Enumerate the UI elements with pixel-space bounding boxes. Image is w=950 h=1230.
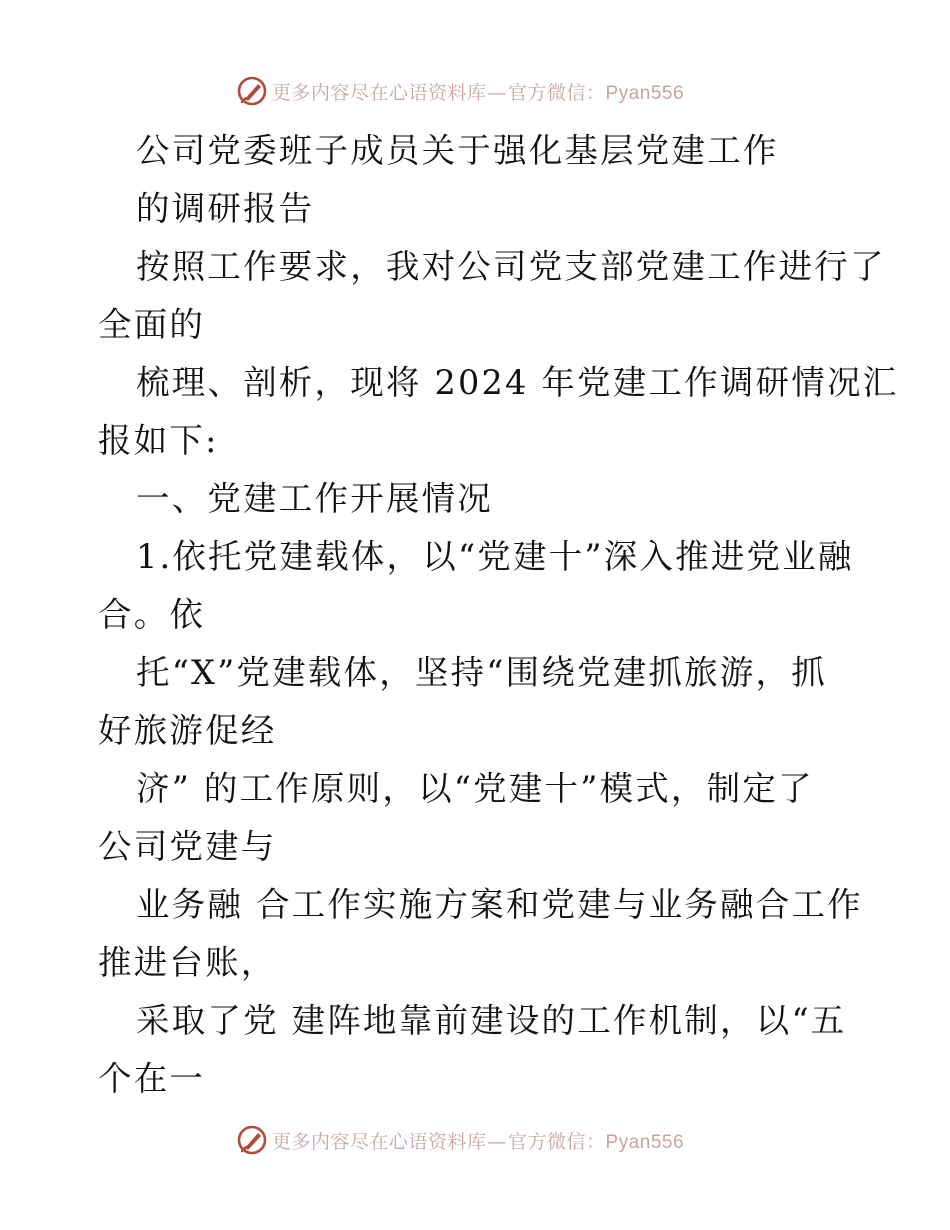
paragraph-line: 采取了党 建阵地靠前建设的工作机制，以“五 (136, 1001, 847, 1040)
watermark-text (272, 78, 684, 105)
watermark-site-text: 更多内容尽在心语资料库 (272, 1130, 487, 1153)
paragraph-line: 按照工作要求，我对公司党支部党建工作进行了 (136, 247, 886, 286)
watermark-text (272, 1127, 684, 1154)
paragraph-line: 业务融 合工作实施方案和党建与业务融合工作 (136, 885, 863, 924)
document-title-line-2: 的调研报告 (136, 189, 315, 228)
paragraph-line: 推进台账， (98, 943, 277, 982)
paragraph-line: 公司党建与 (98, 827, 277, 866)
document-title-line-1: 公司党委班子成员关于强化基层党建工作 (136, 131, 779, 170)
watermark-footer (236, 1123, 684, 1157)
watermark-contact-text: 官方微信：Pyan556 (508, 1131, 685, 1153)
paragraph-line: 梳理、剖析，现将 2024 年党建工作调研情况汇 (136, 363, 899, 402)
watermark-separator: — (487, 1130, 508, 1153)
paragraph-line: 合。依 (98, 595, 206, 634)
paragraph-line: 个在一 (98, 1059, 206, 1098)
paragraph-line: 全面的 (98, 305, 206, 344)
document-body (98, 122, 899, 1108)
paragraph-line: 托“X”党建载体，坚持“围绕党建抓旅游，抓 (136, 653, 827, 692)
section-heading: 一、党建工作开展情况 (136, 479, 493, 518)
paragraph-line: 好旅游促经 (98, 711, 277, 750)
paragraph-line: 1.依托党建载体，以“党建十”深入推进党业融 (136, 537, 854, 576)
watermark-header (236, 74, 684, 108)
watermark-separator: — (487, 81, 508, 104)
watermark-contact-text: 官方微信：Pyan556 (508, 82, 685, 104)
watermark-site-text: 更多内容尽在心语资料库 (272, 81, 487, 104)
quill-logo-icon (236, 75, 268, 107)
paragraph-line: 报如下: (98, 421, 219, 460)
quill-logo-icon (236, 1124, 268, 1156)
paragraph-line: 济” 的工作原则，以“党建十”模式，制定了 (136, 769, 814, 808)
